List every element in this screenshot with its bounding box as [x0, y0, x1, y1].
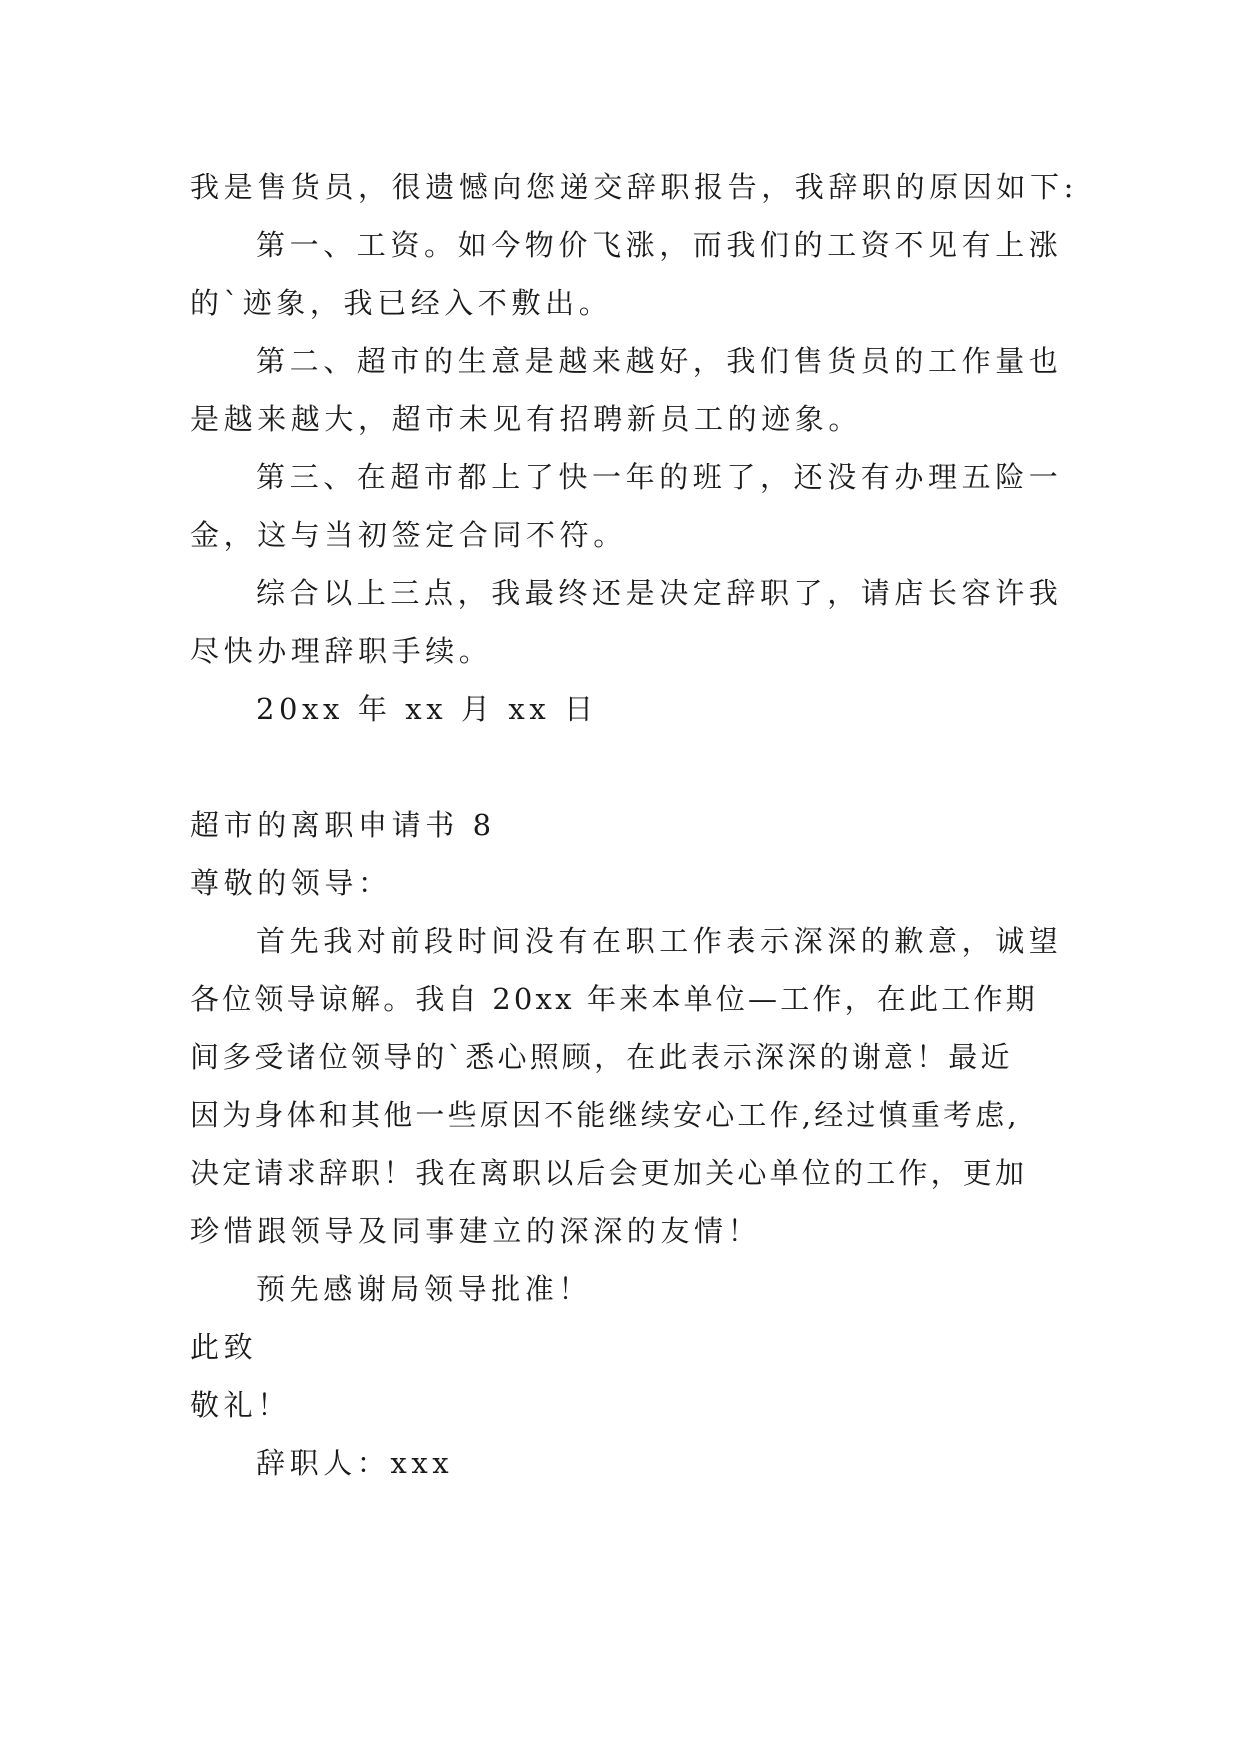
letter2-title: 超市的离职申请书 8 — [190, 808, 496, 842]
letter1-reason3: 第三、在超市都上了快一年的班了，还没有办理五险一 — [256, 460, 1063, 494]
letter1-reason1-cont: 的`迹象，我已经入不敷出。 — [190, 286, 613, 320]
letter1-reason2: 第二、超市的生意是越来越好，我们售货员的工作量也 — [256, 344, 1063, 378]
letter1-reason2-cont: 是越来越大，超市未见有招聘新员工的迹象。 — [190, 402, 863, 436]
letter2-para1-line6: 珍惜跟领导及同事建立的深深的友情！ — [190, 1214, 762, 1248]
letter1-date: 20xx 年 xx 月 xx 日 — [256, 692, 598, 726]
letter2-para1-line2: 各位领导谅解。我自 20xx 年来本单位—工作，在此工作期 — [190, 982, 1038, 1016]
letter2-para1-line5: 决定请求辞职！我在离职以后会更加关心单位的工作，更加 — [190, 1156, 1028, 1190]
letter2-thanks: 预先感谢局领导批准！ — [256, 1272, 593, 1306]
letter1-intro: 我是售货员，很遗憾向您递交辞职报告，我辞职的原因如下: — [190, 170, 1078, 204]
letter2-para1: 首先我对前段时间没有在职工作表示深深的歉意，诚望 — [256, 924, 1063, 958]
letter2-salutation: 尊敬的领导： — [190, 866, 392, 900]
document-body — [190, 158, 1078, 1492]
letter1-reason1: 第一、工资。如今物价飞涨，而我们的工资不见有上涨 — [256, 228, 1063, 262]
letter1-summary-cont: 尽快办理辞职手续。 — [190, 634, 493, 668]
letter2-closing1: 此致 — [190, 1330, 258, 1364]
letter1-reason3-cont: 金，这与当初签定合同不符。 — [190, 518, 627, 552]
letter2-para1-line4: 因为身体和其他一些原因不能继续安心工作,经过慎重考虑, — [190, 1098, 1020, 1132]
letter1-summary: 综合以上三点，我最终还是决定辞职了，请店长容许我 — [256, 576, 1063, 610]
letter2-para1-line3: 间多受诸位领导的`悉心照顾，在此表示深深的谢意！最近 — [190, 1040, 1013, 1074]
letter2-closing2: 敬礼！ — [190, 1388, 291, 1422]
letter2-signature: 辞职人：xxx — [256, 1446, 454, 1480]
section-gap — [190, 738, 1050, 796]
